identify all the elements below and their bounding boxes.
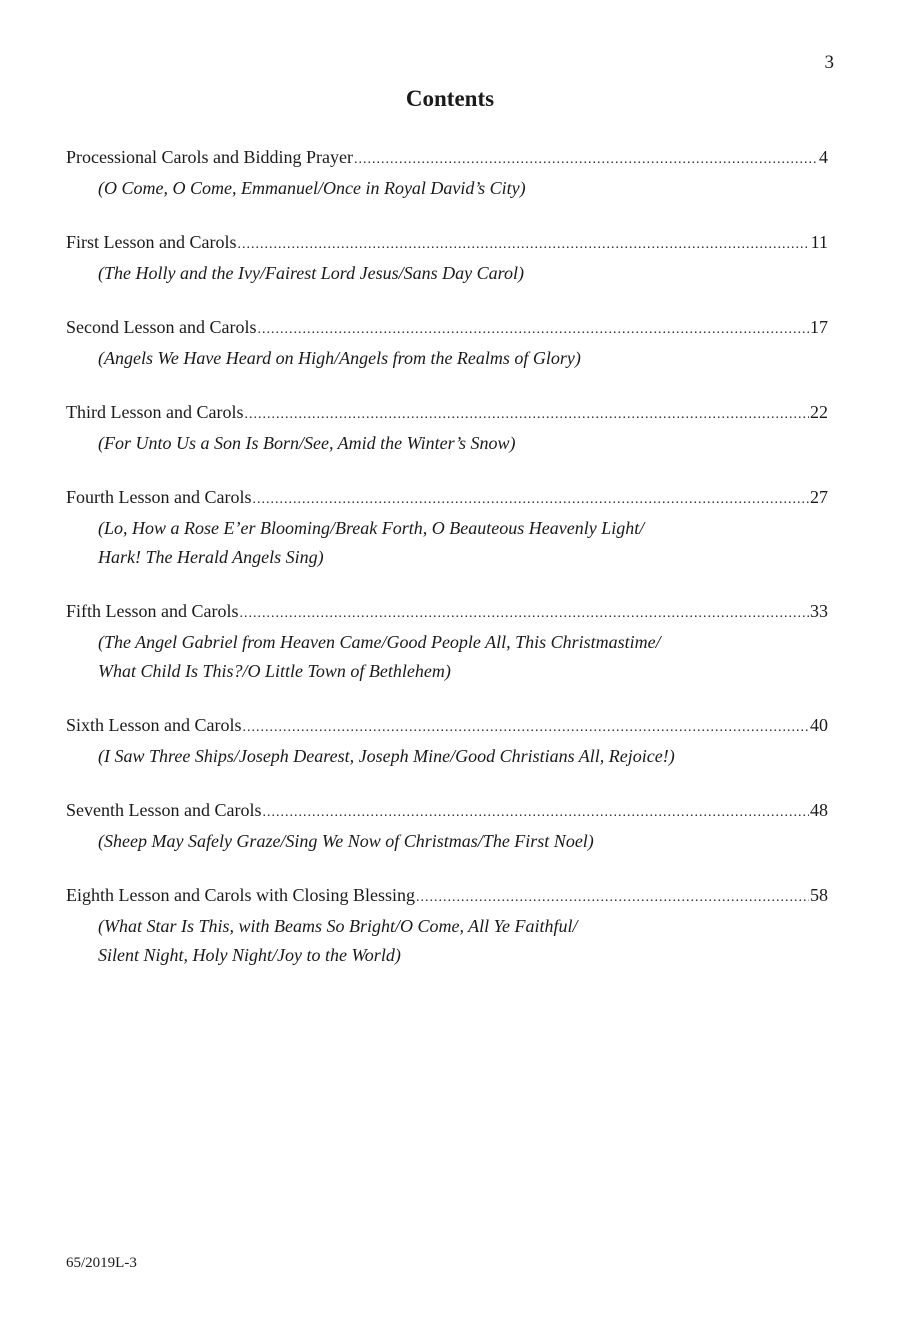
dot-leader <box>240 599 810 628</box>
toc-entry <box>66 796 828 856</box>
toc-entry <box>66 313 828 373</box>
toc-entry-title: Processional Carols and Bidding Prayer <box>66 147 353 167</box>
toc-entry-page: 11 <box>810 232 828 252</box>
dot-leader <box>252 485 809 514</box>
dot-leader <box>354 145 818 174</box>
toc-entry <box>66 483 828 572</box>
toc-entry-subtitle: (For Unto Us a Son Is Born/See, Amid the Winter’s Snow) <box>98 433 516 453</box>
page-number: 3 <box>824 52 834 73</box>
toc-entry-title: Sixth Lesson and Carols <box>66 715 242 735</box>
toc-entry-line <box>66 398 828 429</box>
toc-entry-page: 27 <box>810 487 828 507</box>
footer-code: 65/2019L-3 <box>66 1255 137 1271</box>
toc-entry <box>66 228 828 288</box>
toc-entry-subtitle: (Sheep May Safely Graze/Sing We Now of Christmas/The First Noel) <box>98 831 594 851</box>
toc-entry <box>66 711 828 771</box>
toc-entry-page: 48 <box>810 800 828 820</box>
toc-entry-page: 4 <box>819 147 828 167</box>
toc-entry-title: First Lesson and Carols <box>66 232 237 252</box>
toc-entry-line <box>66 483 828 514</box>
toc-entry-line <box>66 711 828 742</box>
dot-leader <box>238 230 810 259</box>
toc-entry-page: 17 <box>810 317 828 337</box>
toc-entry-subtitle: (Lo, How a Rose E’er Blooming/Break Forth, O Beauteous Heavenly Light/ <box>98 518 645 538</box>
toc-entry-title: Third Lesson and Carols <box>66 402 244 422</box>
toc-entry-line <box>66 143 828 174</box>
dot-leader <box>244 400 809 429</box>
toc-entry-line <box>66 597 828 628</box>
toc-entry-subtitle: (The Angel Gabriel from Heaven Came/Good People All, This Christmastime/ <box>98 632 661 652</box>
toc-entry-subtitle: Hark! The Herald Angels Sing) <box>98 547 324 567</box>
toc-entry-page: 22 <box>810 402 828 422</box>
toc-entry-line <box>66 881 828 912</box>
dot-leader <box>416 883 809 912</box>
toc-entry-subtitle: (Angels We Have Heard on High/Angels from the Realms of Glory) <box>98 348 581 368</box>
toc-entry-page: 33 <box>810 601 828 621</box>
toc-entry-line <box>66 313 828 344</box>
toc-entry-title: Seventh Lesson and Carols <box>66 800 262 820</box>
toc-entry-subtitle: (O Come, O Come, Emmanuel/Once in Royal David’s City) <box>98 178 526 198</box>
toc-entry-subtitle: (What Star Is This, with Beams So Bright/O Come, All Ye Faithful/ <box>98 916 578 936</box>
toc-entry-title: Second Lesson and Carols <box>66 317 257 337</box>
toc-entry-line <box>66 796 828 827</box>
toc-entry-page: 40 <box>810 715 828 735</box>
toc-entry-line <box>66 228 828 259</box>
toc-entry <box>66 597 828 686</box>
toc-entry-subtitle: What Child Is This?/O Little Town of Bethlehem) <box>98 661 451 681</box>
toc-entry-title: Eighth Lesson and Carols with Closing Blessing <box>66 885 415 905</box>
table-of-contents <box>66 143 828 995</box>
toc-entry-page: 58 <box>810 885 828 905</box>
toc-entry <box>66 398 828 458</box>
toc-entry-subtitle: (The Holly and the Ivy/Fairest Lord Jesus/Sans Day Carol) <box>98 263 524 283</box>
toc-entry-title: Fourth Lesson and Carols <box>66 487 252 507</box>
toc-entry <box>66 143 828 203</box>
dot-leader <box>262 798 809 827</box>
page-title: Contents <box>405 86 495 111</box>
toc-entry-title: Fifth Lesson and Carols <box>66 601 239 621</box>
toc-entry <box>66 881 828 970</box>
toc-entry-subtitle: Silent Night, Holy Night/Joy to the World) <box>98 945 401 965</box>
dot-leader <box>243 713 810 742</box>
dot-leader <box>257 315 809 344</box>
toc-entry-subtitle: (I Saw Three Ships/Joseph Dearest, Joseph Mine/Good Christians All, Rejoice!) <box>98 746 675 766</box>
